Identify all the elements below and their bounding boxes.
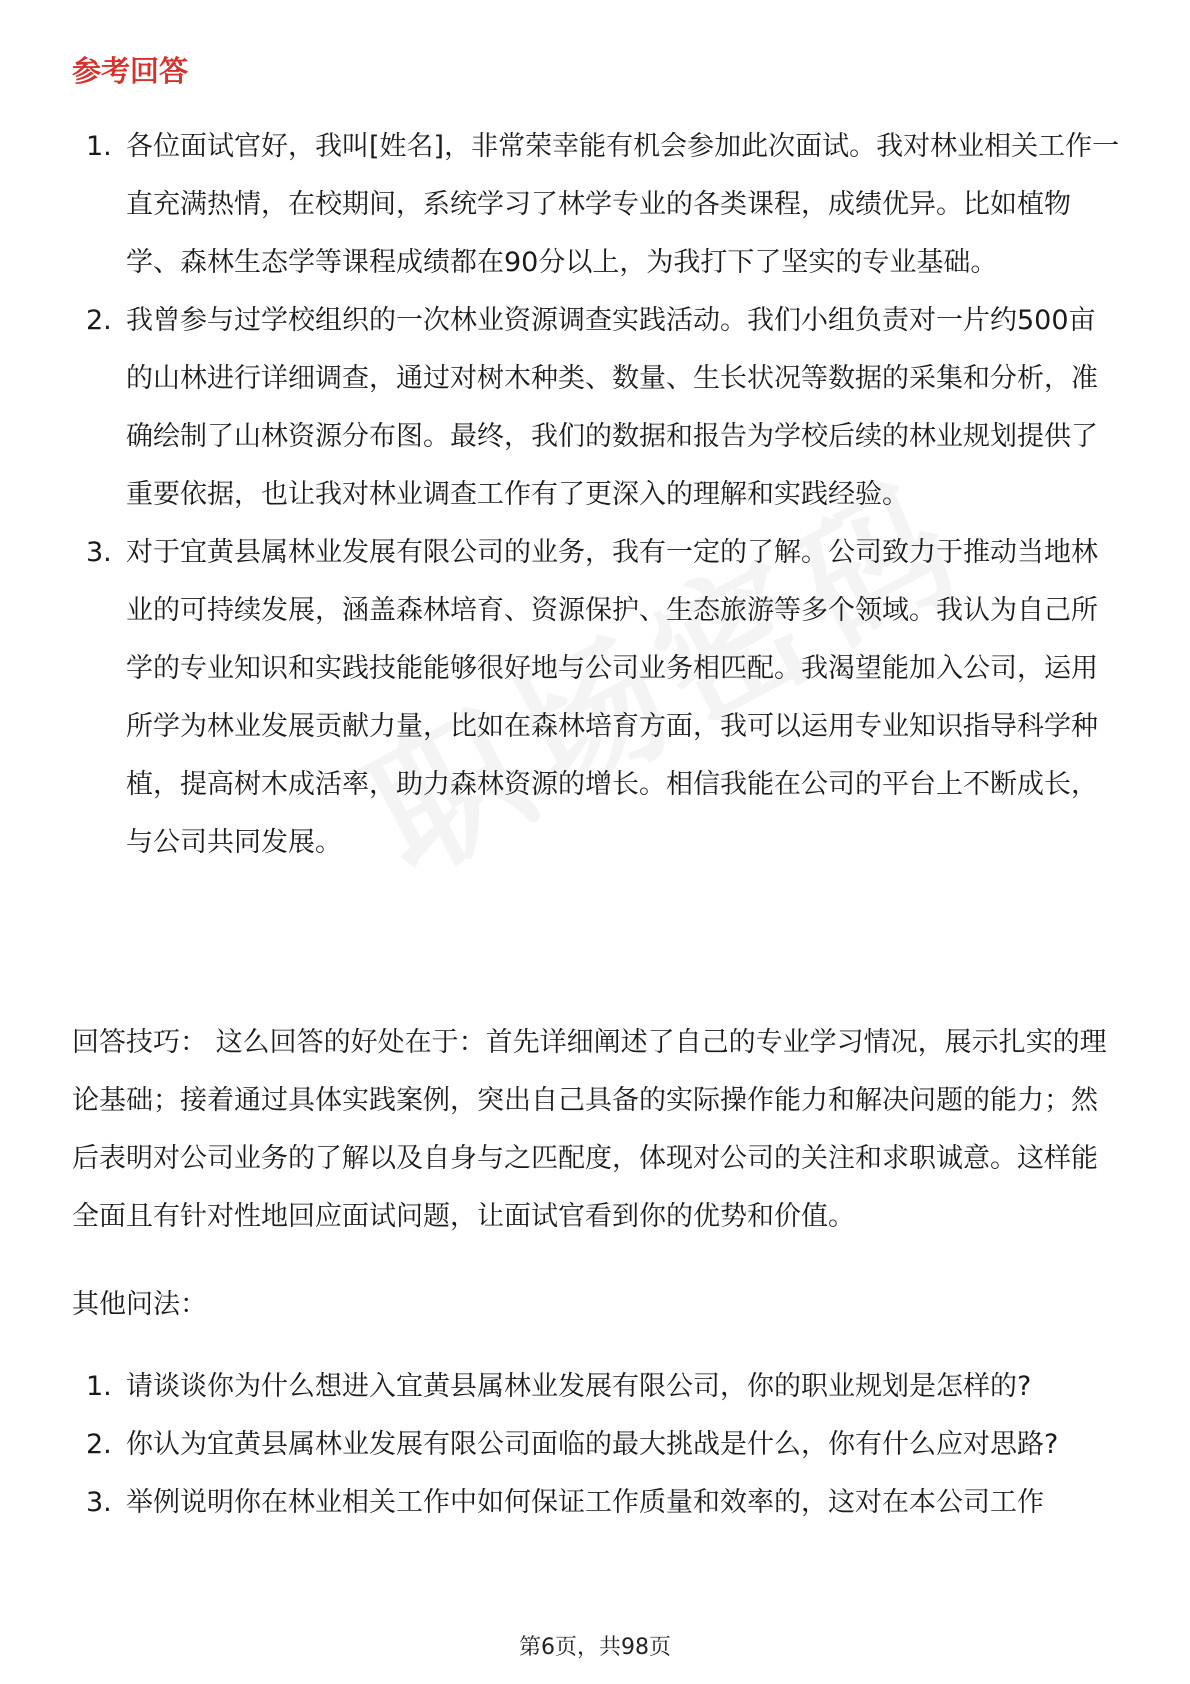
list-text: 对于宜黄县属林业发展有限公司的业务，我有一定的了解。公司致力于推动当地林业的可持续发展，涵盖森林培育、资源保护、生态旅游等多个领域。我认为自己所学的专业知识和实践技能能够很好地与公司业务相匹配。我渴望能加入公司，运用所学为林业发展贡献力量，比如在森林培育方面，我可以运用专业知识指导科学种植，提高树木成活率，助力森林资源的增长。相信我能在公司的平台上不断成长，与公司共同发展。 (126, 537, 1098, 858)
list-item (72, 1474, 1120, 1532)
list-item (72, 292, 1120, 524)
page-footer: 第6页，共98页 (519, 1635, 671, 1660)
list-text: 请谈谈你为什么想进入宜黄县属林业发展有限公司，你的职业规划是怎样的? (126, 1371, 1032, 1402)
list-text: 各位面试官好，我叫[姓名]，非常荣幸能有机会参加此次面试。我对林业相关工作一直充满热情，在校期间，系统学习了林学专业的各类课程，成绩优异。比如植物学、森林生态学等课程成绩都在90分以上，为我打下了坚实的专业基础。 (126, 131, 1120, 278)
list-number: 3. (86, 537, 112, 568)
list-item (72, 1358, 1120, 1416)
list-text: 举例说明你在林业相关工作中如何保证工作质量和效率的，这对在本公司工作 (126, 1487, 1044, 1518)
list-number: 2. (86, 305, 112, 336)
section-heading: 参考回答 (72, 54, 189, 88)
answer-list (72, 118, 1120, 872)
list-text: 我曾参与过学校组织的一次林业资源调查实践活动。我们小组负责对一片约500亩的山林进行详细调查，通过对树木种类、数量、生长状况等数据的采集和分析，准确绘制了山林资源分布图。最终，我们的数据和报告为学校后续的林业规划提供了重要依据，也让我对林业调查工作有了更深入的理解和实践经验。 (126, 305, 1098, 510)
list-item (72, 1416, 1120, 1474)
answer-tips: 回答技巧： 这么回答的好处在于：首先详细阐述了自己的专业学习情况，展示扎实的理论基础；接着通过具体实践案例，突出自己具备的实际操作能力和解决问题的能力；然后表明对公司业务的了解以及自身与之匹配度，体现对公司的关注和求职诚意。这样能全面且有针对性地回应面试问题，让面试官看到你的优势和价值。 (72, 1027, 1107, 1232)
list-item (72, 118, 1120, 292)
other-questions-list (72, 1358, 1120, 1532)
other-questions-label: 其他问法： (72, 1289, 207, 1320)
list-number: 2. (86, 1429, 112, 1460)
list-number: 1. (86, 131, 112, 162)
list-text: 你认为宜黄县属林业发展有限公司面临的最大挑战是什么，你有什么应对思路? (126, 1429, 1059, 1460)
list-number: 3. (86, 1487, 112, 1518)
list-item (72, 524, 1120, 872)
list-number: 1. (86, 1371, 112, 1402)
